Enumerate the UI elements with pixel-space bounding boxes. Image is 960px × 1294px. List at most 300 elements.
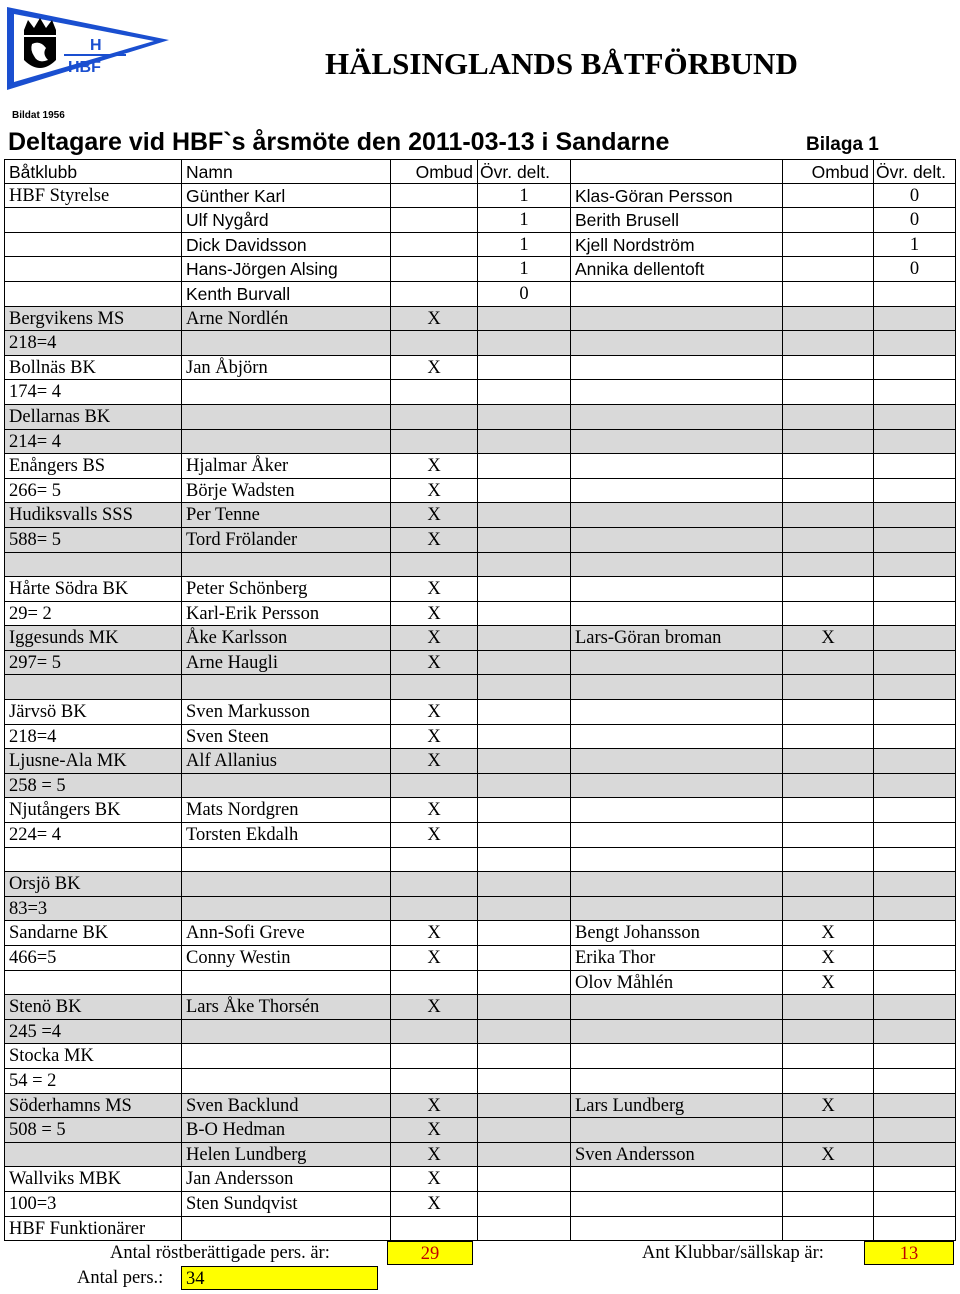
table-row — [4, 798, 956, 823]
ombud2-cell — [783, 774, 874, 798]
name-cell — [182, 971, 391, 995]
name2-cell — [571, 1118, 783, 1142]
table-header-row — [4, 159, 956, 184]
name-cell: Börje Wadsten — [182, 479, 391, 503]
name2-cell — [571, 1020, 783, 1044]
col-header-ovr2: Övr. delt. — [874, 160, 956, 183]
name2-cell — [571, 430, 783, 454]
name2-cell — [571, 553, 783, 577]
ombud2-cell — [783, 1167, 874, 1191]
ovr-cell — [478, 1167, 571, 1191]
organization-name: HÄLSINGLANDS BÅTFÖRBUND — [325, 46, 798, 81]
club-cell: 29= 2 — [4, 602, 182, 626]
ombud2-cell — [783, 577, 874, 601]
ovr2-cell — [874, 651, 956, 675]
name-cell: Sten Sundqvist — [182, 1192, 391, 1216]
club-cell: Orsjö BK — [4, 872, 182, 896]
name-cell: Lars Åke Thorsén — [182, 995, 391, 1019]
club-cell: HBF Styrelse — [4, 184, 182, 208]
name2-cell — [571, 282, 783, 306]
ombud2-cell — [783, 503, 874, 527]
col-header-name: Namn — [182, 160, 391, 183]
ovr2-cell — [874, 626, 956, 650]
ovr-cell: 1 — [478, 257, 571, 281]
club-cell: 508 = 5 — [4, 1118, 182, 1142]
table-row — [4, 331, 956, 356]
ombud-cell — [391, 872, 478, 896]
ombud2-cell — [783, 848, 874, 872]
ombud-cell: X — [391, 798, 478, 822]
table-row — [4, 1020, 956, 1045]
name2-cell — [571, 380, 783, 404]
ombud2-cell: X — [783, 971, 874, 995]
ovr-cell — [478, 946, 571, 970]
club-cell: 224= 4 — [4, 823, 182, 847]
club-cell: 218=4 — [4, 725, 182, 749]
ombud-cell: X — [391, 356, 478, 380]
table-row — [4, 479, 956, 504]
clubs-label: Ant Klubbar/sällskap är: — [642, 1243, 824, 1263]
club-cell: Hudiksvalls SSS — [4, 503, 182, 527]
ombud-cell: X — [391, 1118, 478, 1142]
ovr2-cell — [874, 577, 956, 601]
ombud2-cell — [783, 872, 874, 896]
table-row — [4, 774, 956, 799]
name-cell: Hjalmar Åker — [182, 454, 391, 478]
ombud-cell: X — [391, 1192, 478, 1216]
club-cell — [4, 971, 182, 995]
table-row — [4, 823, 956, 848]
ovr2-cell — [874, 1167, 956, 1191]
ovr2-cell — [874, 1217, 956, 1241]
ovr2-cell — [874, 405, 956, 429]
name-cell: Sven Backlund — [182, 1094, 391, 1118]
club-cell: Ljusne-Ala MK — [4, 749, 182, 773]
ovr2-cell — [874, 946, 956, 970]
hbf-logo — [4, 4, 174, 122]
ombud2-cell — [783, 528, 874, 552]
table-row — [4, 971, 956, 996]
table-row — [4, 1217, 956, 1242]
club-cell: 266= 5 — [4, 479, 182, 503]
ombud-cell — [391, 380, 478, 404]
club-cell: 100=3 — [4, 1192, 182, 1216]
name2-cell: Berith Brusell — [571, 208, 783, 232]
ovr2-cell — [874, 454, 956, 478]
name2-cell — [571, 774, 783, 798]
table-row — [4, 848, 956, 873]
ombud2-cell — [783, 1069, 874, 1093]
total-value: 34 — [181, 1266, 378, 1290]
ovr-cell — [478, 1217, 571, 1241]
ombud2-cell — [783, 553, 874, 577]
ombud-cell — [391, 331, 478, 355]
name-cell — [182, 1069, 391, 1093]
name-cell — [182, 1020, 391, 1044]
club-cell: Wallviks MBK — [4, 1167, 182, 1191]
name2-cell — [571, 1069, 783, 1093]
ovr-cell — [478, 651, 571, 675]
ovr-cell — [478, 1069, 571, 1093]
col-header-ovr: Övr. delt. — [478, 160, 571, 183]
ovr2-cell — [874, 602, 956, 626]
col-header-name2 — [571, 160, 783, 183]
total-row — [4, 1265, 384, 1291]
ovr2-cell — [874, 1020, 956, 1044]
club-cell: Stenö BK — [4, 995, 182, 1019]
ombud2-cell: X — [783, 1143, 874, 1167]
ovr-cell — [478, 725, 571, 749]
ovr-cell — [478, 971, 571, 995]
ovr2-cell — [874, 749, 956, 773]
table-row — [4, 577, 956, 602]
ovr2-cell — [874, 725, 956, 749]
club-cell — [4, 553, 182, 577]
ombud2-cell — [783, 749, 874, 773]
name2-cell: Olov Måhlén — [571, 971, 783, 995]
name-cell: Ann-Sofi Greve — [182, 921, 391, 945]
ovr-cell — [478, 626, 571, 650]
name2-cell — [571, 725, 783, 749]
name-cell — [182, 331, 391, 355]
ovr2-cell — [874, 1044, 956, 1068]
ovr2-cell — [874, 872, 956, 896]
table-row — [4, 921, 956, 946]
ovr-cell — [478, 553, 571, 577]
ombud2-cell: X — [783, 626, 874, 650]
col-header-ombud2: Ombud — [783, 160, 874, 183]
club-cell — [4, 208, 182, 232]
club-cell — [4, 848, 182, 872]
name2-cell — [571, 651, 783, 675]
ovr-cell — [478, 1143, 571, 1167]
ombud-cell: X — [391, 749, 478, 773]
ovr2-cell — [874, 995, 956, 1019]
table-row — [4, 282, 956, 307]
ombud2-cell: X — [783, 946, 874, 970]
table-row — [4, 1094, 956, 1119]
ovr-cell — [478, 848, 571, 872]
ovr2-cell: 1 — [874, 233, 956, 257]
ovr2-cell — [874, 675, 956, 699]
name2-cell: Annika dellentoft — [571, 257, 783, 281]
ovr2-cell — [874, 380, 956, 404]
logo-text: HBF — [68, 59, 101, 76]
name2-cell — [571, 995, 783, 1019]
name-cell: Kenth Burvall — [182, 282, 391, 306]
name-cell — [182, 1217, 391, 1241]
ombud2-cell — [783, 479, 874, 503]
ombud2-cell — [783, 282, 874, 306]
summary-row — [4, 1240, 956, 1267]
ovr-cell: 0 — [478, 282, 571, 306]
table-row — [4, 1192, 956, 1217]
ombud2-cell — [783, 257, 874, 281]
ombud-cell: X — [391, 1094, 478, 1118]
name-cell — [182, 897, 391, 921]
ovr-cell — [478, 1020, 571, 1044]
ombud-cell: X — [391, 577, 478, 601]
table-row — [4, 602, 956, 627]
ombud-cell — [391, 257, 478, 281]
table-row — [4, 995, 956, 1020]
name2-cell — [571, 848, 783, 872]
ombud-cell: X — [391, 626, 478, 650]
ovr-cell — [478, 430, 571, 454]
ovr2-cell — [874, 307, 956, 331]
ombud-cell — [391, 405, 478, 429]
name-cell: Günther Karl — [182, 184, 391, 208]
ovr-cell — [478, 602, 571, 626]
name-cell: Arne Haugli — [182, 651, 391, 675]
ovr-cell: 1 — [478, 184, 571, 208]
svg-text:H: H — [90, 37, 102, 54]
name2-cell: Lars-Göran broman — [571, 626, 783, 650]
ombud-cell: X — [391, 651, 478, 675]
ovr-cell: 1 — [478, 233, 571, 257]
club-cell — [4, 257, 182, 281]
ovr2-cell — [874, 798, 956, 822]
ombud-cell: X — [391, 454, 478, 478]
name-cell — [182, 675, 391, 699]
ovr2-cell — [874, 1118, 956, 1142]
club-cell: 83=3 — [4, 897, 182, 921]
ovr-cell — [478, 577, 571, 601]
ovr-cell — [478, 356, 571, 380]
ovr2-cell — [874, 1192, 956, 1216]
ombud-cell: X — [391, 602, 478, 626]
ovr-cell — [478, 503, 571, 527]
ombud-cell: X — [391, 1143, 478, 1167]
ombud-cell — [391, 1044, 478, 1068]
ovr2-cell — [874, 503, 956, 527]
ovr-cell — [478, 749, 571, 773]
lion-shield-icon — [24, 37, 56, 68]
name-cell: B-O Hedman — [182, 1118, 391, 1142]
club-cell: Söderhamns MS — [4, 1094, 182, 1118]
table-row — [4, 528, 956, 553]
ombud2-cell — [783, 233, 874, 257]
club-cell: 218=4 — [4, 331, 182, 355]
name-cell — [182, 405, 391, 429]
voters-value: 29 — [387, 1241, 473, 1265]
name-cell: Åke Karlsson — [182, 626, 391, 650]
club-cell: 245 =4 — [4, 1020, 182, 1044]
name-cell: Per Tenne — [182, 503, 391, 527]
name-cell: Karl-Erik Persson — [182, 602, 391, 626]
table-row — [4, 405, 956, 430]
ombud-cell: X — [391, 528, 478, 552]
name2-cell — [571, 405, 783, 429]
name2-cell — [571, 356, 783, 380]
club-cell: 214= 4 — [4, 430, 182, 454]
ovr2-cell — [874, 774, 956, 798]
ombud2-cell — [783, 1020, 874, 1044]
ovr2-cell — [874, 553, 956, 577]
name2-cell: Lars Lundberg — [571, 1094, 783, 1118]
ovr2-cell — [874, 282, 956, 306]
ombud2-cell — [783, 700, 874, 724]
table-row — [4, 675, 956, 700]
ovr-cell — [478, 454, 571, 478]
table-row — [4, 1044, 956, 1069]
ovr2-cell — [874, 356, 956, 380]
club-cell: Sandarne BK — [4, 921, 182, 945]
name-cell: Ulf Nygård — [182, 208, 391, 232]
club-cell: Enångers BS — [4, 454, 182, 478]
club-cell: Stocka MK — [4, 1044, 182, 1068]
total-label: Antal pers.: — [77, 1268, 164, 1288]
name2-cell — [571, 602, 783, 626]
ovr2-cell: 0 — [874, 257, 956, 281]
ovr2-cell — [874, 700, 956, 724]
ombud2-cell — [783, 184, 874, 208]
name2-cell: Kjell Nordström — [571, 233, 783, 257]
ovr-cell — [478, 700, 571, 724]
club-cell: 258 = 5 — [4, 774, 182, 798]
ombud-cell — [391, 1069, 478, 1093]
name2-cell: Erika Thor — [571, 946, 783, 970]
ombud2-cell — [783, 208, 874, 232]
name2-cell — [571, 749, 783, 773]
ombud2-cell — [783, 1217, 874, 1241]
club-cell: HBF Funktionärer — [4, 1217, 182, 1241]
club-cell: Dellarnas BK — [4, 405, 182, 429]
club-cell: 174= 4 — [4, 380, 182, 404]
ovr-cell — [478, 774, 571, 798]
participants-table — [4, 159, 956, 1241]
ombud-cell — [391, 208, 478, 232]
club-cell: Hårte Södra BK — [4, 577, 182, 601]
name2-cell — [571, 823, 783, 847]
club-cell: 297= 5 — [4, 651, 182, 675]
club-cell — [4, 233, 182, 257]
ombud2-cell — [783, 307, 874, 331]
name2-cell — [571, 872, 783, 896]
col-header-ombud: Ombud — [391, 160, 478, 183]
table-row — [4, 307, 956, 332]
club-cell: Njutångers BK — [4, 798, 182, 822]
name-cell: Sven Steen — [182, 725, 391, 749]
name2-cell — [571, 479, 783, 503]
ombud-cell — [391, 1020, 478, 1044]
table-row — [4, 208, 956, 233]
table-row — [4, 1143, 956, 1168]
ombud2-cell — [783, 651, 874, 675]
name2-cell — [571, 528, 783, 552]
ovr-cell — [478, 823, 571, 847]
ombud-cell — [391, 897, 478, 921]
name-cell: Tord Frölander — [182, 528, 391, 552]
name2-cell — [571, 700, 783, 724]
ombud-cell — [391, 774, 478, 798]
table-row — [4, 1118, 956, 1143]
name-cell: Alf Allanius — [182, 749, 391, 773]
club-cell: Iggesunds MK — [4, 626, 182, 650]
ombud-cell — [391, 184, 478, 208]
table-row — [4, 1167, 956, 1192]
ovr2-cell — [874, 1094, 956, 1118]
club-cell — [4, 282, 182, 306]
col-header-club: Båtklubb — [4, 160, 182, 183]
ombud2-cell — [783, 356, 874, 380]
name2-cell — [571, 897, 783, 921]
table-row — [4, 184, 956, 209]
table-row — [4, 454, 956, 479]
table-row — [4, 626, 956, 651]
ombud-cell: X — [391, 725, 478, 749]
ovr-cell — [478, 1094, 571, 1118]
ovr2-cell — [874, 528, 956, 552]
name-cell: Mats Nordgren — [182, 798, 391, 822]
ovr2-cell — [874, 971, 956, 995]
ovr-cell — [478, 921, 571, 945]
ombud-cell: X — [391, 921, 478, 945]
name-cell: Torsten Ekdalh — [182, 823, 391, 847]
ombud-cell — [391, 971, 478, 995]
name-cell: Sven Markusson — [182, 700, 391, 724]
name2-cell — [571, 503, 783, 527]
ombud2-cell — [783, 823, 874, 847]
ombud-cell — [391, 233, 478, 257]
ovr-cell — [478, 995, 571, 1019]
ombud2-cell — [783, 1192, 874, 1216]
ovr-cell — [478, 1192, 571, 1216]
ombud2-cell — [783, 430, 874, 454]
name2-cell — [571, 307, 783, 331]
ombud-cell: X — [391, 700, 478, 724]
ombud-cell — [391, 675, 478, 699]
name-cell — [182, 848, 391, 872]
voters-label: Antal röstberättigade pers. är: — [110, 1243, 330, 1263]
club-cell — [4, 1143, 182, 1167]
table-row — [4, 725, 956, 750]
name-cell — [182, 1044, 391, 1068]
table-row — [4, 651, 956, 676]
ovr-cell — [478, 528, 571, 552]
table-row — [4, 257, 956, 282]
name-cell — [182, 430, 391, 454]
ovr-cell — [478, 1118, 571, 1142]
ombud2-cell: X — [783, 1094, 874, 1118]
ombud2-cell — [783, 995, 874, 1019]
ombud-cell — [391, 553, 478, 577]
ovr2-cell: 0 — [874, 184, 956, 208]
ombud-cell — [391, 1217, 478, 1241]
table-row — [4, 897, 956, 922]
ombud-cell — [391, 848, 478, 872]
ombud2-cell — [783, 897, 874, 921]
ovr-cell — [478, 331, 571, 355]
name2-cell: Klas-Göran Persson — [571, 184, 783, 208]
name2-cell: Sven Andersson — [571, 1143, 783, 1167]
club-cell: Bergvikens MS — [4, 307, 182, 331]
ombud2-cell — [783, 1118, 874, 1142]
name-cell: Dick Davidsson — [182, 233, 391, 257]
table-row — [4, 749, 956, 774]
ombud-cell — [391, 282, 478, 306]
ovr-cell — [478, 405, 571, 429]
ovr-cell — [478, 798, 571, 822]
ovr-cell — [478, 380, 571, 404]
ovr-cell — [478, 897, 571, 921]
ombud-cell: X — [391, 995, 478, 1019]
ovr2-cell — [874, 479, 956, 503]
club-cell — [4, 675, 182, 699]
name-cell — [182, 380, 391, 404]
club-cell: 54 = 2 — [4, 1069, 182, 1093]
table-row — [4, 1069, 956, 1094]
